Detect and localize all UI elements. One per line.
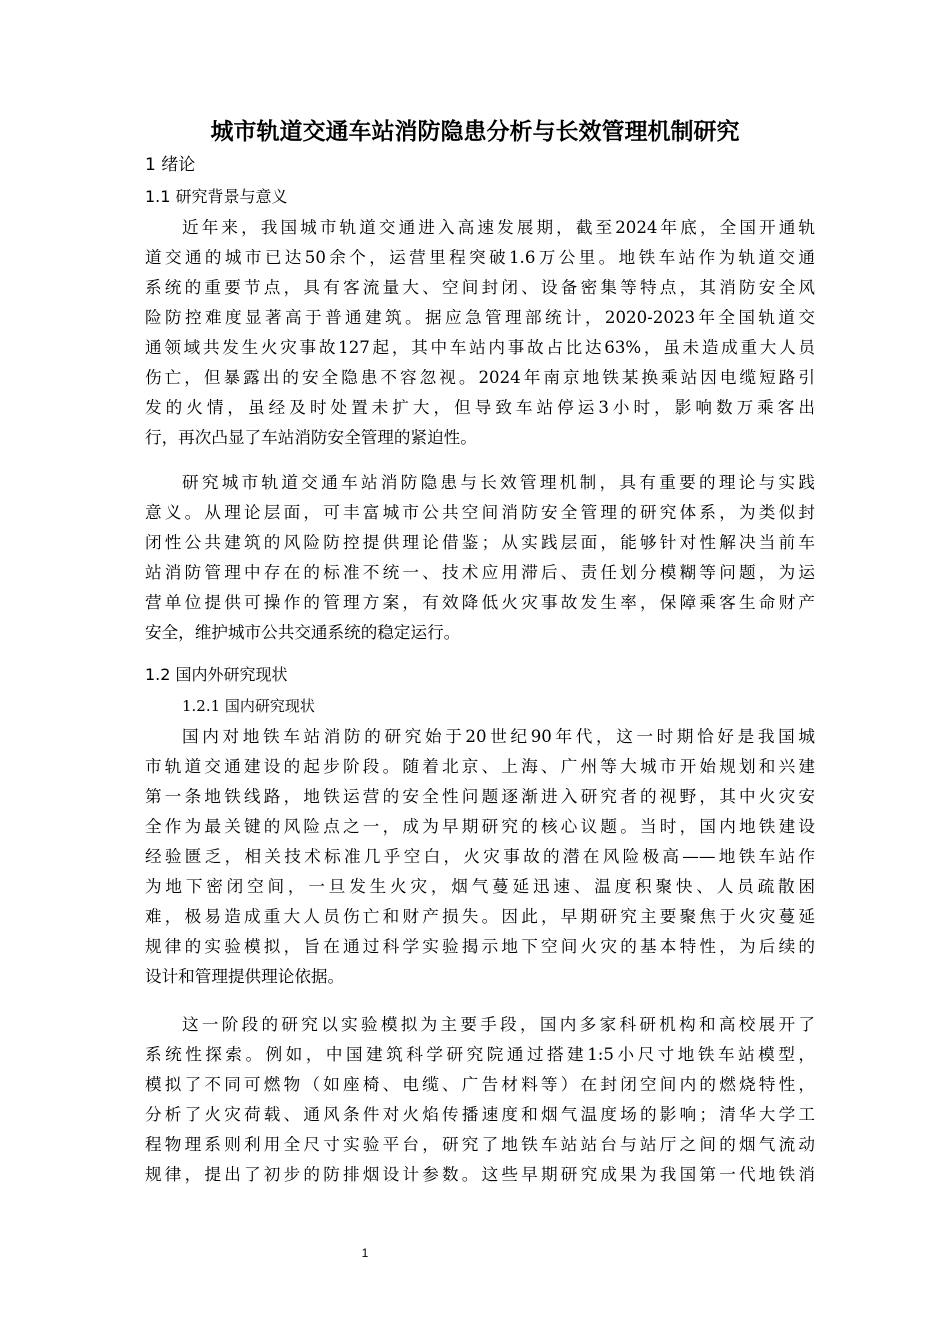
text-line: 意义。从理论层面，可丰富城市公共空间消防安全管理的研究体系，为类似封 — [145, 503, 815, 522]
text-line: 行，再次凸显了车站消防安全管理的紧迫性。 — [145, 428, 477, 447]
section-heading-1-2: 1.2 国内外研究现状 — [145, 665, 288, 684]
text-line: 规律的实验模拟，旨在通过科学实验揭示地下空间火灾的基本特性，为后续的 — [145, 937, 815, 956]
text-line: 发的火情，虽经及时处置未扩大，但导致车站停运3小时，影响数万乘客出 — [145, 398, 815, 417]
text-line: 营单位提供可操作的管理方案，有效降低火灾事故发生率，保障乘客生命财产 — [145, 593, 815, 612]
section-heading-1-1: 1.1 研究背景与意义 — [145, 187, 288, 206]
text-line: 市轨道交通建设的起步阶段。随着北京、上海、广州等大城市开始规划和兴建 — [145, 757, 815, 776]
text-line: 闭性公共建筑的风险防控提供理论借鉴；从实践层面，能够针对性解决当前车 — [145, 533, 815, 552]
text-line: 险防控难度显著高于普通建筑。据应急管理部统计，2020-2023年全国轨道交 — [145, 308, 815, 327]
text-line: 为地下密闭空间，一旦发生火灾，烟气蔓延迅速、温度积聚快、人员疏散困 — [145, 877, 815, 896]
text-line: 道交通的城市已达50余个，运营里程突破1.6万公里。地铁车站作为轨道交通 — [145, 248, 815, 267]
text-line: 第一条地铁线路，地铁运营的安全性问题逐渐进入研究者的视野，其中火灾安 — [145, 787, 815, 806]
text-line: 国内对地铁车站消防的研究始于20世纪90年代，这一时期恰好是我国城 — [182, 727, 815, 746]
text-line: 经验匮乏，相关技术标准几乎空白，火灾事故的潜在风险极高——地铁车站作 — [145, 847, 815, 866]
section-heading-1: 1 绪论 — [145, 155, 196, 175]
text-line: 安全，维护城市公共交通系统的稳定运行。 — [145, 623, 461, 642]
text-line: 全作为最关键的风险点之一，成为早期研究的核心议题。当时，国内地铁建设 — [145, 817, 815, 836]
text-line: 近年来，我国城市轨道交通进入高速发展期，截至2024年底，全国开通轨 — [182, 218, 815, 237]
paragraph-domestic-1 — [145, 722, 815, 992]
text-line: 伤亡，但暴露出的安全隐患不容忽视。2024年南京地铁某换乘站因电缆短路引 — [145, 368, 815, 387]
text-line: 研究城市轨道交通车站消防隐患与长效管理机制，具有重要的理论与实践 — [182, 473, 815, 492]
text-line: 通领域共发生火灾事故127起，其中车站内事故占比达63%，虽未造成重大人员 — [145, 338, 815, 357]
paragraph-background-1 — [145, 213, 815, 453]
text-line: 系统性探索。例如，中国建筑科学研究院通过搭建1:5小尺寸地铁车站模型， — [145, 1045, 815, 1064]
paragraph-domestic-2 — [145, 1010, 815, 1190]
text-line: 这一阶段的研究以实验模拟为主要手段，国内多家科研机构和高校展开了 — [182, 1015, 815, 1034]
text-line: 站消防管理中存在的标准不统一、技术应用滞后、责任划分模糊等问题，为运 — [145, 563, 815, 582]
page-number: 1 — [361, 1246, 369, 1260]
text-line: 难，极易造成重大人员伤亡和财产损失。因此，早期研究主要聚焦于火灾蔓延 — [145, 907, 815, 926]
text-line: 程物理系则利用全尺寸实验平台，研究了地铁车站站台与站厅之间的烟气流动 — [145, 1135, 815, 1154]
text-line: 分析了火灾荷载、通风条件对火焰传播速度和烟气温度场的影响；清华大学工 — [145, 1105, 815, 1124]
document-title: 城市轨道交通车站消防隐患分析与长效管理机制研究 — [210, 119, 740, 145]
text-line: 模拟了不同可燃物（如座椅、电缆、广告材料等）在封闭空间内的燃烧特性， — [145, 1075, 815, 1094]
section-heading-1-2-1: 1.2.1 国内研究现状 — [182, 697, 315, 715]
text-line: 规律，提出了初步的防排烟设计参数。这些早期研究成果为我国第一代地铁消 — [145, 1165, 815, 1184]
paragraph-background-2 — [145, 468, 815, 648]
text-line: 设计和管理提供理论依据。 — [145, 967, 345, 986]
text-line: 系统的重要节点，具有客流量大、空间封闭、设备密集等特点，其消防安全风 — [145, 278, 815, 297]
